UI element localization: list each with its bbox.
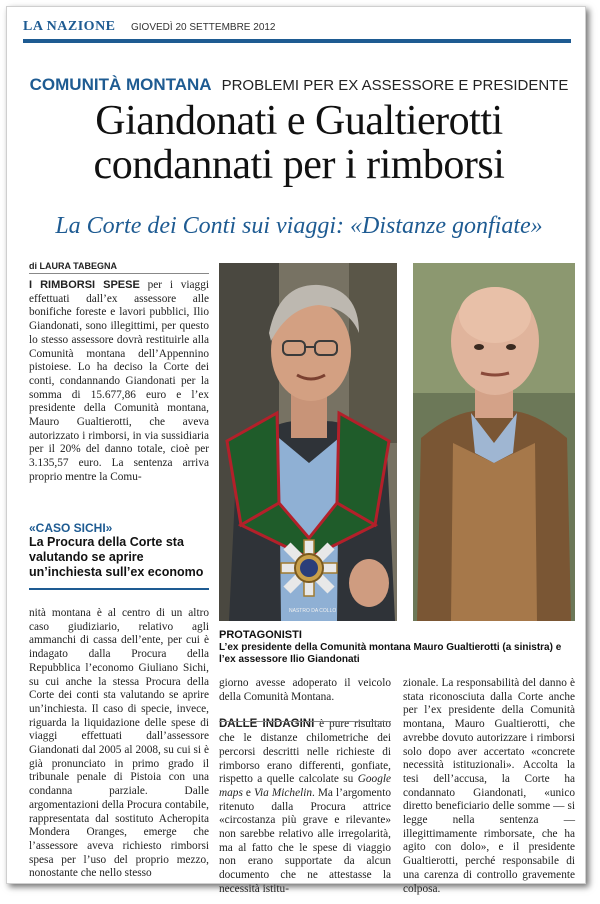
article-column-1-continued: [29, 607, 209, 881]
body-text-3b-em2: Via Michelin: [253, 786, 313, 799]
photo-caption: L’ex presidente della Comunità montana Mauro Gualtierotti (a sinistra) e l’ex assessore Ilio Giandonati: [219, 642, 562, 665]
caption-title: PROTAGONISTI: [219, 629, 302, 641]
photo-gualtierotti-illustration: [219, 263, 397, 621]
headline-line-2: condannati per i rimborsi: [93, 142, 505, 188]
newspaper-page: [6, 6, 586, 895]
article-column-1: [29, 279, 209, 485]
body-text-3a: giorno avesse adoperato il veicolo della Comunità Montana.: [219, 677, 391, 703]
kicker-topic: PROBLEMI PER EX ASSESSORE E PRESIDENTE: [221, 77, 569, 94]
article-column-2: [219, 677, 391, 897]
photo-giandonati-illustration: [413, 263, 575, 621]
lead-label: I RIMBORSI SPESE: [29, 279, 140, 291]
photo-gualtierotti: [219, 263, 397, 621]
sidebox-tag: «CASO SICHI»: [29, 521, 113, 535]
body-text-1: per i viaggi effettuati dall’ex assessore alle bonifiche foreste e lavori pubblici, Ilio Giandonati, sono illegittimi, per questo lo stesso assessore dovrà restituirle alla Comunità montana dell’Appennino pistoiese. Lo ha deciso la Corte dei conti, condannando Giandonati per la somma di 15.677,86 euro e l’ex presidente della Comunità montana, Mauro Gualtierotti, che aveva autorizzato i rimborsi, in via sussidiaria per il 20% del danno totale, cioè per 3.135,57 euro. La sentenza arriva proprio mentre la Comu-: [29, 279, 209, 483]
page-header: [23, 17, 571, 43]
body-text-3b-em1: Google maps: [219, 773, 392, 799]
kicker-section: COMUNITÀ MONTANA: [29, 75, 212, 94]
body-text-4: zionale. La responsabilità del danno è stata riconosciuta dalla Corte anche per l’ex presidente della Comunità montana, Mauro Gualtierotti, che avrebbe dovuto autorizzare i rimborsi solo dopo aver accertato «concrete necessità istituzionali». Accolta la tesi dell’accusa, la Corte ha condannato Giandonati, «unico diretto beneficiario delle somme — si legge nella sentenza — illegittimamente rimborsate, che ha agito con dolo», e il presidente Gualtierotti, perché responsabile di una carenza di controllo gravemente colposa.: [403, 677, 575, 895]
photo-giandonati: [413, 263, 575, 621]
headline: [27, 99, 571, 187]
issue-date: GIOVEDÌ 20 SETTEMBRE 2012: [131, 22, 276, 33]
byline: di LAURA TABEGNA: [29, 261, 209, 274]
body-text-3b-1: è pure risultato che le distanze chilometriche dei percorsi descritti nelle richieste di rimborso erano differenti, gonfiate, rispetto a quelle calcolate su: [219, 718, 391, 786]
article-column-3: [403, 677, 575, 896]
subheadline: La Corte dei Conti sui viaggi: «Distanze gonfiate»: [55, 213, 543, 239]
headline-line-1: Giandonati e Gualtierotti: [95, 98, 503, 144]
lead2-label: DALLE INDAGINI: [219, 718, 315, 731]
sidebox-text: La Procura della Corte sta valutando se aprire un’inchiesta sull’ex economo: [29, 535, 204, 579]
masthead: LA NAZIONE: [23, 19, 116, 34]
kicker: [29, 75, 569, 95]
body-text-2: nità montana è al centro di un altro caso giudiziario, relativo agli ammanchi di cassa dell’ente, per cui è indagato dalla Procura della Repubblica l’economo Giuliano Sichi, su cui anche la stessa Procura della Corte dei conti sta valutando se aprire un’inchiesta. Il caso di specie, invece, riguarda la liquidazione delle spese di viaggi effettuati dall’assessore Giandonati dal 2005 al 2008, su cui si è già pronunciato in primo grado il tribunale penale di Pistoia con una condanna parziale. Dalle argomentazioni della Procura contabile, rappresentata dal sostituto Acheropita Mondera Oranges, emerge che l’assessore aveva richiesto rimborsi spesa per l’uso del proprio mezzo, nonostante che nello stesso: [29, 607, 209, 880]
photo-credit: NASTRO DA COLLO: [289, 608, 337, 614]
body-text-3b-3: . Ma l’argomento ritenuto dalla Procura attrice «circostanza più grave e rilevante» non sarebbe relativo alle irregolarità, ma al fatto che le spese di viaggio non erano supportate da alcun documento che ne attestasse la necessità istitu-: [219, 786, 391, 895]
sidebar-box: [29, 521, 209, 590]
column-divider: [219, 721, 391, 722]
body-text-3b-2: e: [245, 786, 251, 799]
